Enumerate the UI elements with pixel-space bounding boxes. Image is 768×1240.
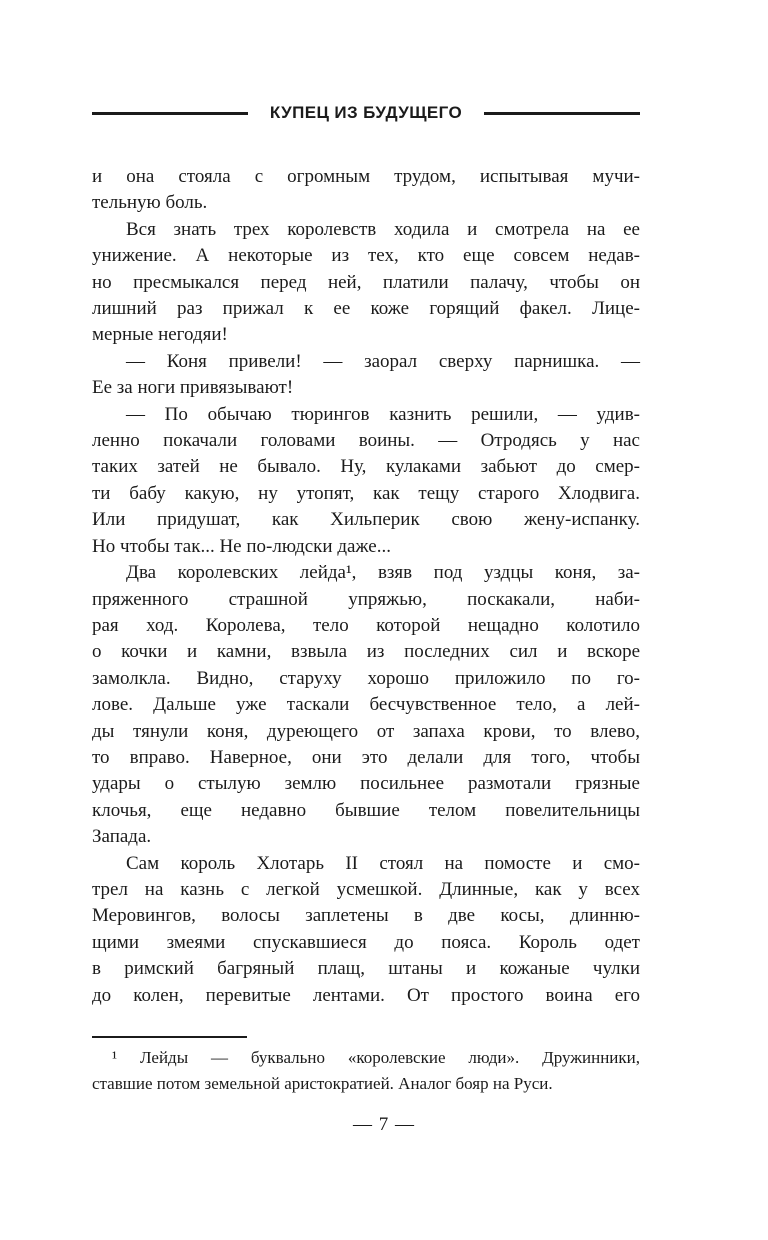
text-line: мерные негодяи! <box>92 324 228 346</box>
text-line: Запада. <box>92 826 152 848</box>
paragraph <box>92 164 640 217</box>
text-line: Меровингов, волосы заплетены в две косы, длинню- <box>92 905 640 927</box>
text-line: ды тянули коня, дуреющего от запаха крови, то влево, <box>92 720 640 742</box>
text-line: о кочки и камни, взвыла из последних сил и вскоре <box>92 641 640 663</box>
running-header <box>92 101 640 125</box>
paragraph <box>92 402 640 560</box>
text-line: Ее за ноги привязывают! <box>92 377 294 399</box>
text-line: Два королевских лейда¹, взяв под уздцы коня, за- <box>126 562 640 584</box>
text-line: но пресмыкался перед ней, платили палачу, чтобы он <box>92 271 640 293</box>
text-line: до колен, перевитые лентами. От простого воина его <box>92 984 640 1006</box>
text-line: — Коня привели! — заорал сверху парнишка. — <box>126 350 640 372</box>
text-line: ¹ Лейды — буквально «королевские люди». Дружинники, <box>112 1048 640 1067</box>
text-line: тельную боль. <box>92 192 208 214</box>
text-line: щими змеями спускавшиеся до пояса. Король одет <box>92 931 640 953</box>
text-line: Вся знать трех королевств ходила и смотрела на ее <box>126 218 640 240</box>
text-line: — По обычаю тюрингов казнить решили, — удив- <box>126 403 640 425</box>
paragraph <box>92 217 640 349</box>
text-line: клочья, еще недавно бывшие телом повелительницы <box>92 799 640 821</box>
text-line: то вправо. Наверное, они это делали для того, чтобы <box>92 746 640 768</box>
paragraph <box>92 349 640 402</box>
book-title: КУПЕЦ ИЗ БУДУЩЕГО <box>269 103 463 122</box>
paragraph <box>92 851 640 1009</box>
page-number <box>0 1114 768 1136</box>
text-line: Или придушат, как Хильперик свою жену-испанку. <box>92 509 640 531</box>
text-line: ти бабу какую, ну утопят, как тещу старого Хлодвига. <box>92 482 640 504</box>
text-line: Сам король Хлотарь II стоял на помосте и смо- <box>126 852 640 874</box>
text-line: ставшие потом земельной аристократией. Аналог бояр на Руси. <box>92 1074 553 1093</box>
paragraph <box>92 560 640 850</box>
text-line: пряженного страшной упряжью, поскакали, наби- <box>92 588 640 610</box>
header-rule-right <box>484 112 640 115</box>
text-line: ленно покачали головами воины. — Отродясь у нас <box>92 430 640 452</box>
text-line: замолкла. Видно, старуху хорошо приложило по го- <box>92 667 640 689</box>
text-line: удары о стылую землю посильнее размотали грязные <box>92 773 640 795</box>
text-line: в римский багряный плащ, штаны и кожаные чулки <box>92 958 640 980</box>
footnote-separator <box>92 1036 247 1038</box>
page-number-text: — 7 — <box>353 1114 415 1135</box>
body-text <box>92 164 640 1009</box>
text-line: рая ход. Королева, тело которой нещадно колотило <box>92 614 640 636</box>
text-line: лишний раз прижал к ее коже горящий факел. Лице- <box>92 298 640 320</box>
text-line: Но чтобы так... Не по-людски даже... <box>92 535 391 557</box>
text-line: трел на казнь с легкой усмешкой. Длинные, как у всех <box>92 878 640 900</box>
text-line: унижение. А некоторые из тех, кто еще совсем недав- <box>92 245 640 267</box>
text-line: и она стояла с огромным трудом, испытывая мучи- <box>92 166 640 187</box>
footnote <box>92 1045 640 1097</box>
text-line: лове. Дальше уже таскали бесчувственное тело, а лей- <box>92 694 640 716</box>
text-line: таких затей не бывало. Ну, кулаками забьют до смер- <box>92 456 640 478</box>
header-rule-left <box>92 112 248 115</box>
